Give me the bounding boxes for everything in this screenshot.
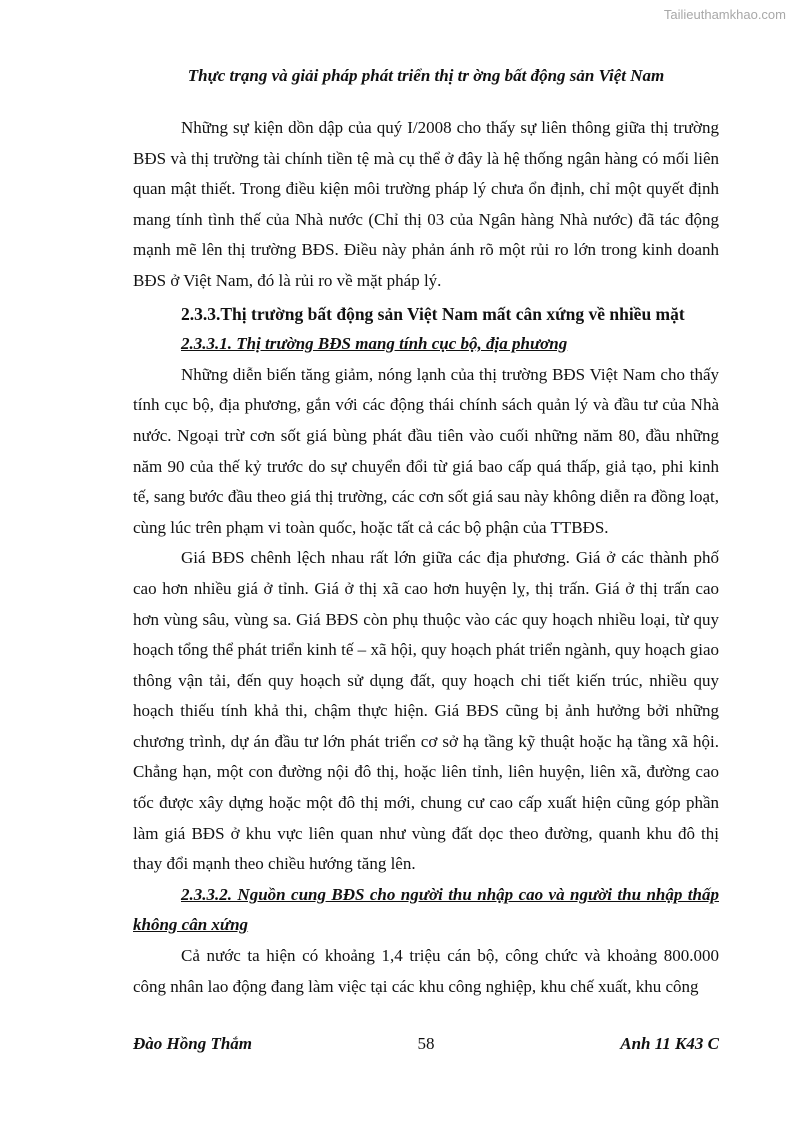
paragraph-intro: Những sự kiện dồn dập của quý I/2008 cho thấy sự liên thông giữa thị trường BĐS và thị trường tài chính tiền tệ mà cụ thể ở đây là hệ thống ngân hàng có mối liên quan mật thiết. Trong điều kiện môi trường pháp lý chưa ổn định, chỉ một quyết định mang tính tình thế của Nhà nước (Chỉ thị 03 của Ngân hàng Nhà nước) đã tác động mạnh mẽ lên thị trường BĐS. Điều này phản ánh rõ một rủi ro lớn trong kinh doanh BĐS ở Việt Nam, đó là rủi ro về mặt pháp lý. [133,118,719,290]
subsection-heading-2-3-3-2: 2.3.3.2. Nguồn cung BĐS cho người thu nhập cao và người thu nhập thấp không cân xứng [133,884,719,935]
footer-page-number: 58 [417,1034,435,1053]
section-heading-2-3-3: 2.3.3.Thị trường bất động sản Việt Nam mất cân xứng về nhiều mặt [181,303,685,324]
watermark-text: Tailieuthamkhao.com [663,7,786,22]
paragraph-2-3-3-1-b: Giá BĐS chênh lệch nhau rất lớn giữa các địa phương. Giá ở các thành phố cao hơn nhiều giá ở tỉnh. Giá ở thị xã cao hơn huyện lỵ, thị trấn. Giá ở thị trấn cao hơn vùng sâu, vùng sa. Giá BĐS còn phụ thuộc vào các quy hoạch nhiều loại, từ quy hoạch tổng thể phát triển kinh tế – xã hội, quy hoạch phát triển ngành, quy hoạch giao thông vận tải, đến quy hoạch sử dụng đất, quy hoạch chi tiết kiến trúc, nhiều quy hoạch thiếu tính khả thi, chậm thực hiện. Giá BĐS cũng bị ảnh hưởng bởi những chương trình, dự án đầu tư lớn phát triển cơ sở hạ tầng kỹ thuật hoặc hạ tầng xã hội. Chẳng hạn, một con đường nội đô thị, hoặc liên tỉnh, liên huyện, liên xã, đường cao tốc được xây dựng hoặc một đô thị mới, chung cư cao cấp xuất hiện cũng góp phần làm giá BĐS ở khu vực liên quan như vùng đất dọc theo đường, quanh khu đô thị thay đổi mạnh theo chiều hướng tăng lên. [133,548,719,874]
subsection-heading-2-3-3-1: 2.3.3.1. Thị trường BĐS mang tính cục bộ, địa phương [181,334,568,354]
document-body [133,113,719,1002]
footer-class-code: Anh 11 K43 C [620,1034,719,1053]
running-header: Thực trạng và giải pháp phát triển thị tr ờng bất động sản Việt Nam [187,66,665,85]
page-footer [133,1034,719,1058]
paragraph-2-3-3-1-a: Những diễn biến tăng giảm, nóng lạnh của thị trường BĐS Việt Nam cho thấy tính cục bộ, địa phương, gắn với các động thái chính sách quản lý và đầu tư của Nhà nước. Ngoại trừ cơn sốt giá bùng phát đầu tiên vào cuối những năm 80, đầu những năm 90 của thế kỷ trước do sự chuyển đổi từ giá bao cấp quá thấp, giả tạo, phi kinh tế, sang bước đầu theo giá thị trường, các cơn sốt giá sau này không diễn ra đồng loạt, cùng lúc trên phạm vi toàn quốc, hoặc tất cả các bộ phận của TTBĐS. [133,364,719,537]
footer-author: Đào Hồng Thắm [133,1034,253,1053]
paragraph-2-3-3-2: Cả nước ta hiện có khoảng 1,4 triệu cán bộ, công chức và khoảng 800.000 công nhân lao động đang làm việc tại các khu công nghiệp, khu chế xuất, khu công [133,946,719,996]
